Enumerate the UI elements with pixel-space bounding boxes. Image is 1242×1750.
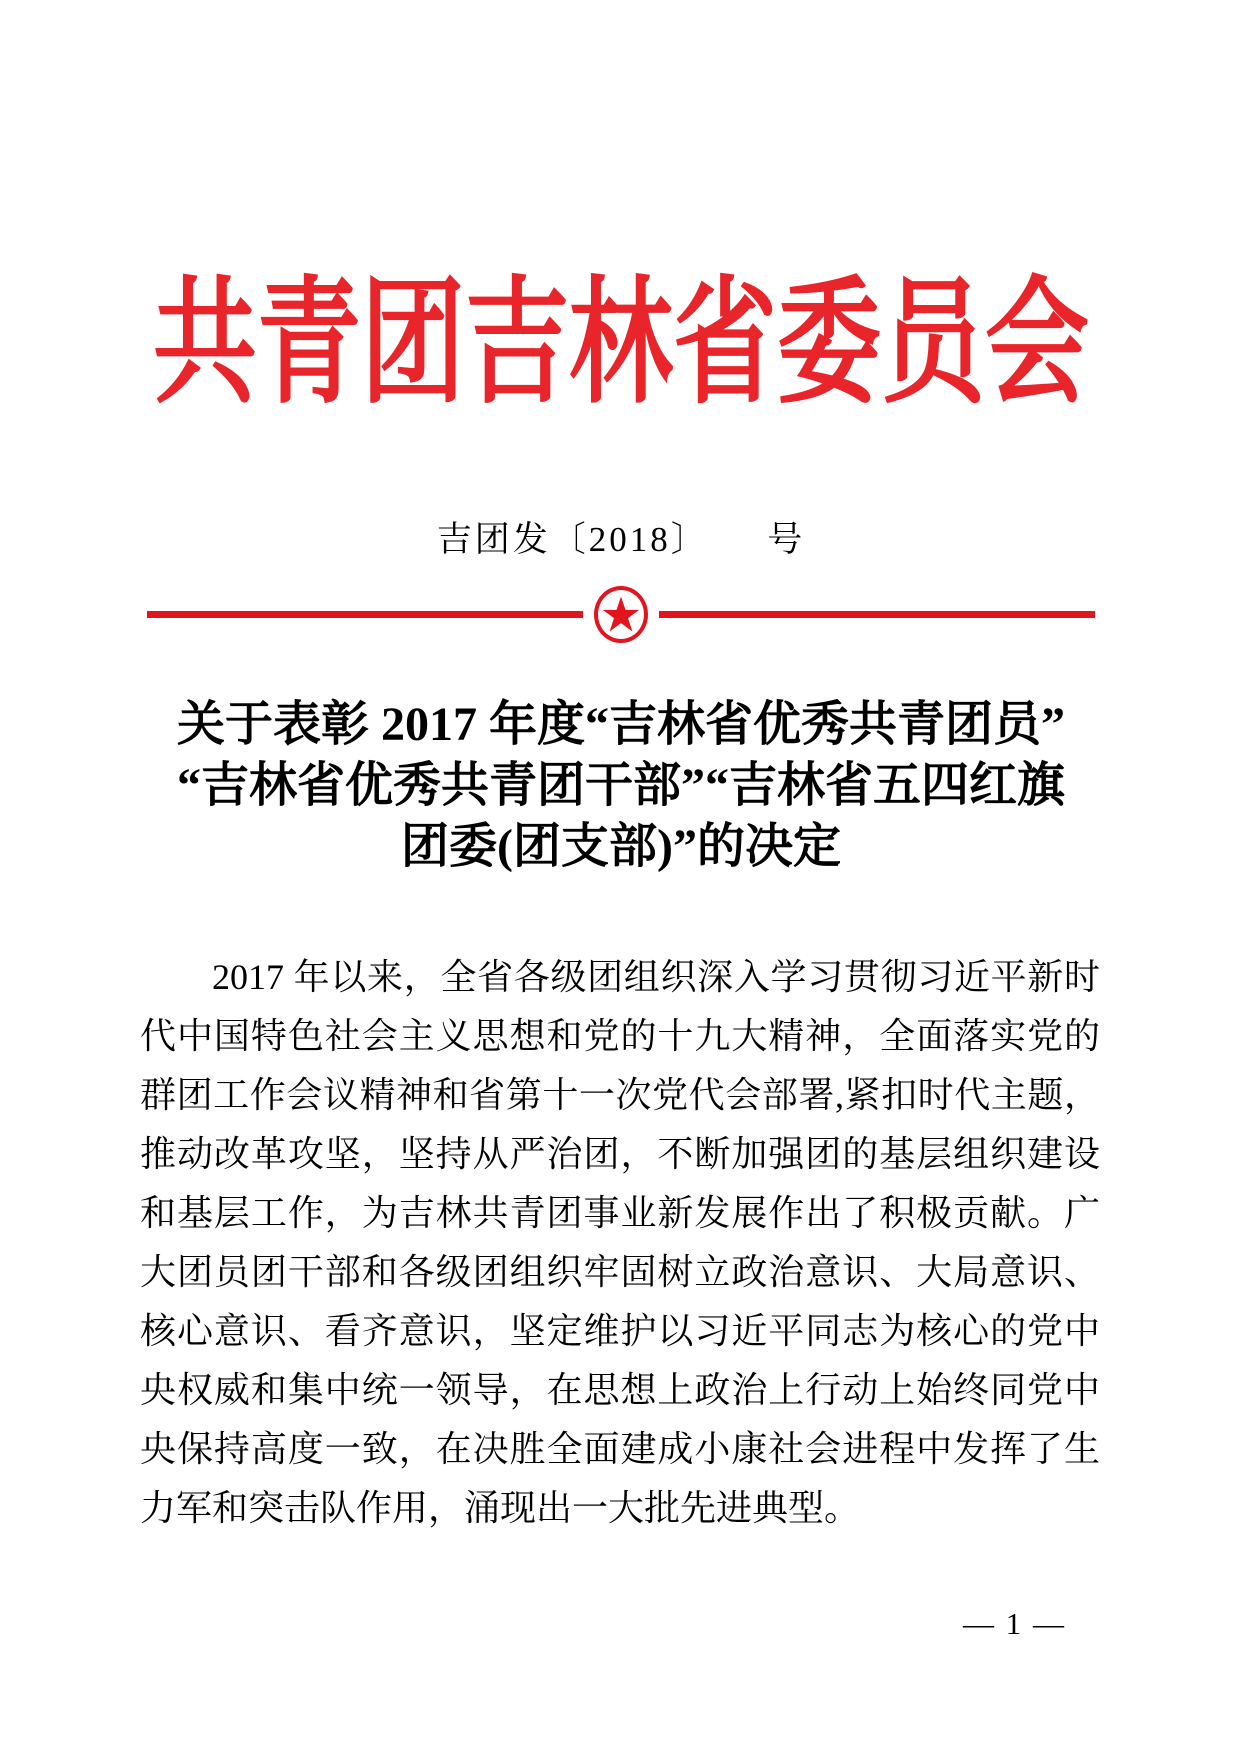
body-line: 群团工作会议精神和省第十一次党代会部署,紧扣时代主题， (140, 1075, 1100, 1115)
red-divider (147, 585, 1095, 643)
document-title-line: 关于表彰 2017 年度“吉林省优秀共青团员” (176, 698, 1065, 751)
issuing-authority-title: 共青团吉林省委员会 (152, 268, 1089, 421)
body-line: 2017 年以来，全省各级团组织深入学习贯彻习近平新时 (212, 957, 1100, 997)
body-line: 央保持高度一致，在决胜全面建成小康社会进程中发挥了生 (140, 1429, 1100, 1469)
divider-line-left (147, 611, 583, 618)
page-number: — 1 — (963, 1606, 1066, 1641)
body-line: 央权威和集中统一领导，在思想上政治上行动上始终同党中 (140, 1370, 1100, 1410)
document-title-line: “吉林省优秀共青团干部”“吉林省五四红旗 (176, 759, 1065, 812)
body-line: 推动改革攻坚，坚持从严治团，不断加强团的基层组织建设 (140, 1134, 1100, 1174)
body-paragraph (140, 948, 1100, 1538)
document-number: 吉团发〔2018〕 号 (436, 520, 806, 559)
red-star-icon (602, 595, 640, 633)
body-line: 和基层工作，为吉林共青团事业新发展作出了积极贡献。广 (140, 1193, 1100, 1233)
document-title (0, 694, 1242, 877)
body-line: 力军和突击队作用，涌现出一大批先进典型。 (140, 1488, 861, 1528)
star-in-circle-icon (594, 586, 648, 643)
body-line: 代中国特色社会主义思想和党的十九大精神，全面落实党的 (140, 1016, 1100, 1056)
body-line: 大团员团干部和各级团组织牢固树立政治意识、大局意识、 (140, 1252, 1100, 1292)
body-line: 核心意识、看齐意识，坚定维护以习近平同志为核心的党中 (140, 1311, 1100, 1351)
divider-line-right (659, 611, 1095, 618)
document-title-line: 团委(团支部)”的决定 (401, 820, 841, 873)
